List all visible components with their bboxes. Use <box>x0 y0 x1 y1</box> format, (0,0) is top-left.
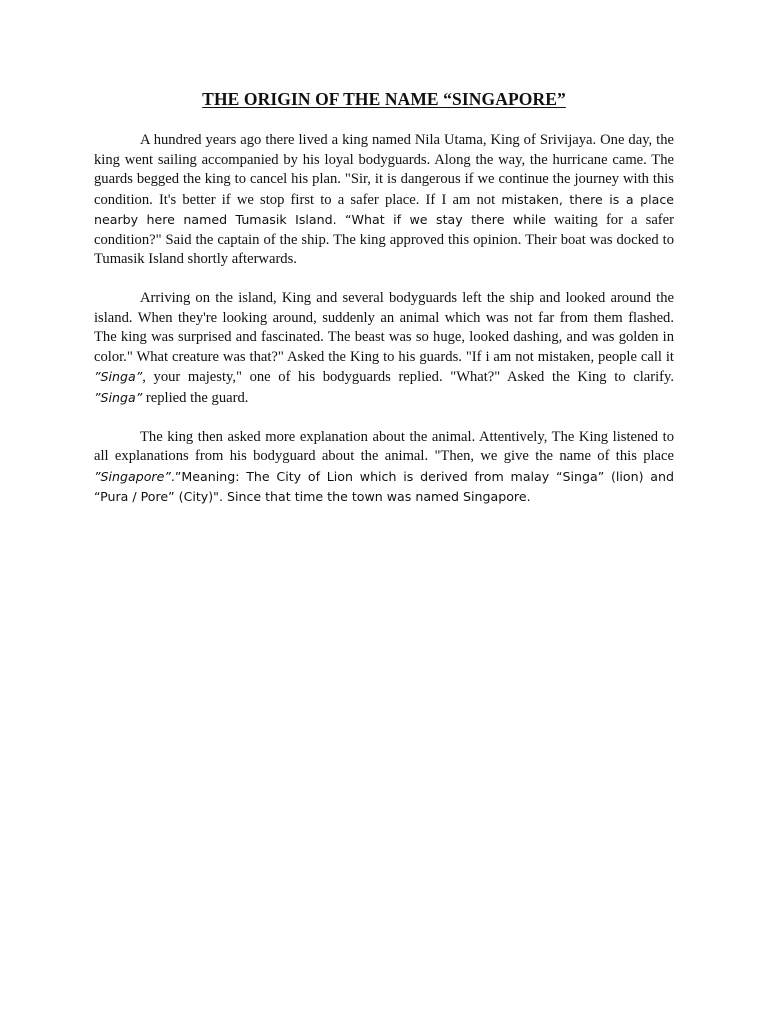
paragraph-3 <box>94 428 674 508</box>
paragraph-1-text-a: A hundred years ago there lived a king named Nila Utama, King of Srivijaya. One day, the king went sailing accompanied by his loyal bodyguards. Along the way, the hurricane came. The guards begged the king to cancel his plan. "Sir, it is dangerous if we continue the journey with this condition. It's better if we stop first to a safer place. If I am not <box>94 132 674 208</box>
paragraph-2 <box>94 289 674 408</box>
singa-word-1: ”Singa” <box>94 369 143 384</box>
paragraph-3-text-a: The king then asked more explanation about the animal. Attentively, The King listened to all explanations from his bodyguard about the animal. "Then, we give the name of this place <box>94 428 674 464</box>
paragraph-1-text-c: waiting for a safer condition?" Said the captain of the ship. The king approved this opinion. Their boat was docked to Tumasik Island shortly afterwards. <box>94 212 674 267</box>
singa-word-2: ”Singa” <box>94 389 143 405</box>
document-title: THE ORIGIN OF THE NAME “SINGAPORE” <box>202 89 566 109</box>
singapore-word: ”Singapore” <box>94 468 171 484</box>
paragraph-2-text-b: , your majesty," one of his bodyguards replied. "What?" Asked the King to clarify. <box>142 369 674 385</box>
paragraph-2-text-c: replied the guard. <box>142 389 249 406</box>
paragraph-1 <box>94 131 674 270</box>
paragraph-3-text-b: .”Meaning: The City of Lion which is derived from malay “Singa” (lion) and “Pura / Pore” (City)". Since that time the town was named Singapore. <box>94 468 674 504</box>
paragraph-2-text-a: Arriving on the island, King and several bodyguards left the ship and looked around the island. When they're looking around, suddenly an animal which was not far from them flashed. The king was surprised and fascinated. The beast was so huge, looked dashing, and was golden in color." What creature was that?" Asked the King to his guards. "If i am not mistaken, people call it <box>94 290 674 365</box>
document-body <box>94 131 674 527</box>
paragraph-1-text-b: mistaken, there is a place nearby here named Tumasik Island. “What if we stay there while <box>94 191 674 227</box>
